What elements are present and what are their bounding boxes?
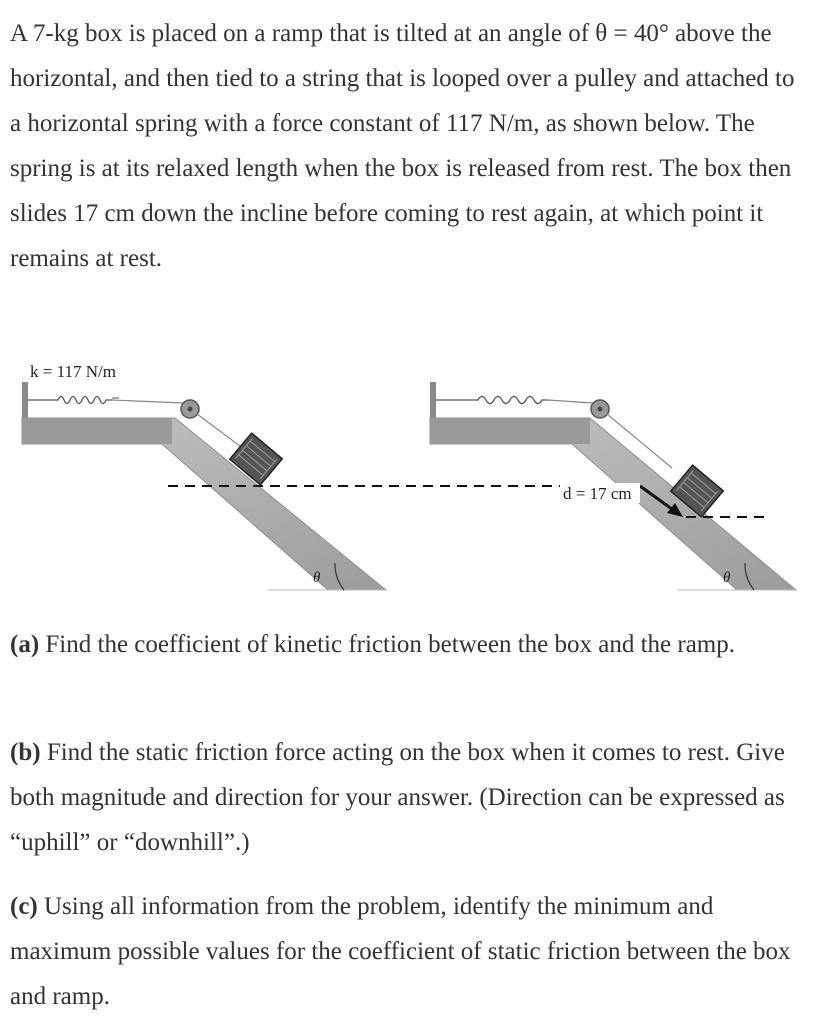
right-pulley-axle	[598, 407, 603, 412]
ramp-spring-figure	[0, 340, 820, 602]
left-spring-wall	[22, 382, 28, 422]
left-angle-label: θ	[313, 570, 321, 586]
part-a-label: (a)	[10, 631, 40, 658]
left-panel	[22, 362, 386, 590]
left-pulley-axle	[188, 407, 193, 412]
part-b-label: (b)	[10, 739, 41, 766]
distance-label: d = 17 cm	[563, 484, 632, 503]
part-a-text: Find the coefficient of kinetic friction between the box and the ramp.	[39, 631, 735, 658]
figure-svg	[0, 340, 820, 602]
right-panel	[430, 382, 796, 590]
part-a-question	[10, 622, 810, 667]
right-ledge	[430, 418, 590, 444]
part-c-question	[10, 884, 810, 1019]
right-string-horizontal	[548, 400, 593, 403]
right-angle-label: θ	[723, 570, 731, 586]
problem-statement: A 7-kg box is placed on a ramp that is tilted at an angle of θ = 40° above the horizontal, and then tied to a string that is looped over a pulley and attached to a horizontal spring with a force constant of 117 N/m, as shown below. The spring is at its relaxed length when the box is released from rest. The box then slides 17 cm down the incline before coming to rest again, at which point it remains at rest.	[10, 20, 795, 272]
right-spring-coil	[436, 397, 548, 404]
part-c-label: (c)	[10, 893, 38, 920]
part-b-question	[10, 730, 810, 865]
right-spring-wall	[430, 382, 436, 422]
left-ledge	[22, 418, 172, 444]
part-c-text: Using all information from the problem, identify the minimum and maximum possible values for the coefficient of static friction between the box and ramp.	[10, 893, 791, 1010]
spring-constant-label: k = 117 N/m	[30, 362, 116, 381]
left-string-horizontal	[112, 400, 183, 403]
left-spring-coil	[28, 397, 112, 404]
part-b-text: Find the static friction force acting on the box when it comes to rest. Give both magnitude and direction for your answer. (Direction can be expressed as “uphill” or “downhill”.)	[10, 739, 785, 856]
